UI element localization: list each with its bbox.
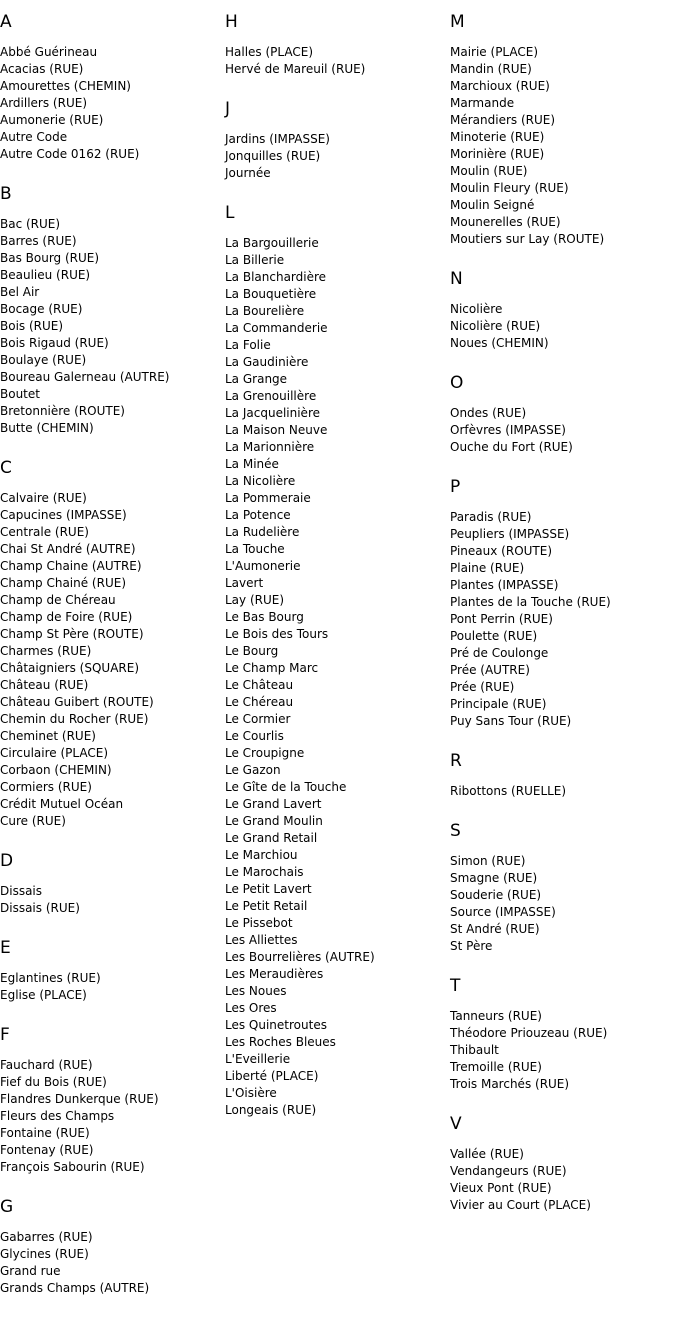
street-link[interactable]: Pineaux (ROUTE) bbox=[450, 544, 553, 558]
street-link[interactable]: Le Croupigne bbox=[225, 746, 305, 760]
street-link[interactable]: Gabarres (RUE) bbox=[0, 1230, 93, 1244]
street-link[interactable]: Smagne (RUE) bbox=[450, 871, 538, 885]
letter-group bbox=[0, 1197, 222, 1297]
street-list bbox=[225, 235, 447, 1119]
letter-heading: B bbox=[0, 184, 12, 204]
street-link[interactable]: Les Ores bbox=[225, 1001, 277, 1015]
street-link[interactable]: Eglise (PLACE) bbox=[0, 988, 87, 1002]
street-link[interactable]: Charmes (RUE) bbox=[0, 644, 92, 658]
letter-group bbox=[450, 821, 672, 955]
street-link[interactable]: Hervé de Mareuil (RUE) bbox=[225, 62, 366, 76]
street-link[interactable]: La Bargouillerie bbox=[225, 236, 319, 250]
street-link[interactable]: Le Grand Lavert bbox=[225, 797, 322, 811]
street-link[interactable]: Noues (CHEMIN) bbox=[450, 336, 549, 350]
street-link[interactable]: Fleurs des Champs bbox=[0, 1109, 115, 1123]
street-link[interactable]: Bois Rigaud (RUE) bbox=[0, 336, 109, 350]
street-link[interactable]: Vivier au Court (PLACE) bbox=[450, 1198, 591, 1212]
letter-heading: A bbox=[0, 12, 12, 32]
street-link[interactable]: Acacias (RUE) bbox=[0, 62, 84, 76]
street-link[interactable]: La Maison Neuve bbox=[225, 423, 328, 437]
street-link[interactable]: Orfèvres (IMPASSE) bbox=[450, 423, 566, 437]
street-link[interactable]: Les Quinetroutes bbox=[225, 1018, 327, 1032]
street-link[interactable]: Glycines (RUE) bbox=[0, 1247, 89, 1261]
street-link[interactable]: La Minée bbox=[225, 457, 279, 471]
street-link[interactable]: Circulaire (PLACE) bbox=[0, 746, 108, 760]
street-link[interactable]: Le Petit Retail bbox=[225, 899, 308, 913]
street-link[interactable]: La Commanderie bbox=[225, 321, 328, 335]
street-link[interactable]: Fief du Bois (RUE) bbox=[0, 1075, 107, 1089]
letter-group bbox=[450, 373, 672, 456]
street-link[interactable]: Puy Sans Tour (RUE) bbox=[450, 714, 572, 728]
street-link[interactable]: Amourettes (CHEMIN) bbox=[0, 79, 131, 93]
street-link[interactable]: Butte (CHEMIN) bbox=[0, 421, 94, 435]
street-link[interactable]: Abbé Guérineau bbox=[0, 45, 98, 59]
street-link[interactable]: Fontaine (RUE) bbox=[0, 1126, 90, 1140]
street-link[interactable]: Crédit Mutuel Océan bbox=[0, 797, 124, 811]
street-link[interactable]: Barres (RUE) bbox=[0, 234, 77, 248]
street-link[interactable]: L'Aumonerie bbox=[225, 559, 301, 573]
letter-group bbox=[225, 203, 447, 1119]
street-link[interactable]: Chai St André (AUTRE) bbox=[0, 542, 136, 556]
street-link[interactable]: Mandin (RUE) bbox=[450, 62, 532, 76]
street-link[interactable]: Trois Marchés (RUE) bbox=[450, 1077, 570, 1091]
street-list bbox=[450, 1146, 672, 1214]
street-list bbox=[0, 216, 222, 437]
street-link[interactable]: Calvaire (RUE) bbox=[0, 491, 87, 505]
street-link[interactable]: L'Oisière bbox=[225, 1086, 277, 1100]
street-link[interactable]: La Blanchardière bbox=[225, 270, 327, 284]
street-list bbox=[450, 509, 672, 730]
letter-group bbox=[225, 99, 447, 182]
street-link[interactable]: Marmande bbox=[450, 96, 515, 110]
street-link[interactable]: Le Grand Retail bbox=[225, 831, 318, 845]
street-link[interactable]: Le Grand Moulin bbox=[225, 814, 323, 828]
street-link[interactable]: Halles (PLACE) bbox=[225, 45, 314, 59]
street-link[interactable]: Peupliers (IMPASSE) bbox=[450, 527, 570, 541]
street-link[interactable]: Bel Air bbox=[0, 285, 40, 299]
street-link[interactable]: La Grange bbox=[225, 372, 288, 386]
letter-group bbox=[0, 938, 222, 1004]
street-link[interactable]: La Jacquelinière bbox=[225, 406, 320, 420]
street-link[interactable]: Le Bourg bbox=[225, 644, 279, 658]
street-link[interactable]: Bac (RUE) bbox=[0, 217, 61, 231]
letter-group bbox=[0, 1025, 222, 1176]
street-link[interactable]: François Sabourin (RUE) bbox=[0, 1160, 145, 1174]
street-link[interactable]: Plaine (RUE) bbox=[450, 561, 525, 575]
street-link[interactable]: Moulin Fleury (RUE) bbox=[450, 181, 569, 195]
street-link[interactable]: La Pommeraie bbox=[225, 491, 311, 505]
street-link[interactable]: La Rudelière bbox=[225, 525, 300, 539]
street-link[interactable]: Les Noues bbox=[225, 984, 287, 998]
street-link[interactable]: Autre Code bbox=[0, 130, 68, 144]
street-link[interactable]: Simon (RUE) bbox=[450, 854, 526, 868]
street-link[interactable]: La Folie bbox=[225, 338, 271, 352]
street-link[interactable]: Capucines (IMPASSE) bbox=[0, 508, 127, 522]
street-list bbox=[225, 131, 447, 182]
letter-heading: S bbox=[450, 821, 461, 841]
street-link[interactable]: Jonquilles (RUE) bbox=[225, 149, 321, 163]
street-link[interactable]: Cormiers (RUE) bbox=[0, 780, 92, 794]
street-link[interactable]: Souderie (RUE) bbox=[450, 888, 542, 902]
letter-heading: F bbox=[0, 1025, 10, 1045]
letter-heading: E bbox=[0, 938, 11, 958]
letter-heading: P bbox=[450, 477, 461, 497]
street-link[interactable]: St André (RUE) bbox=[450, 922, 540, 936]
street-link[interactable]: Le Gazon bbox=[225, 763, 281, 777]
street-link[interactable]: Le Champ Marc bbox=[225, 661, 319, 675]
street-link[interactable]: Fontenay (RUE) bbox=[0, 1143, 94, 1157]
street-link[interactable]: Champ Chaine (AUTRE) bbox=[0, 559, 142, 573]
street-link[interactable]: Centrale (RUE) bbox=[0, 525, 89, 539]
street-link[interactable]: La Billerie bbox=[225, 253, 285, 267]
street-link[interactable]: Le Courlis bbox=[225, 729, 284, 743]
street-link[interactable]: Grands Champs (AUTRE) bbox=[0, 1281, 150, 1295]
street-link[interactable]: Dissais bbox=[0, 884, 43, 898]
street-link[interactable]: La Grenouillère bbox=[225, 389, 317, 403]
street-link[interactable]: Vendangeurs (RUE) bbox=[450, 1164, 567, 1178]
street-index-column bbox=[225, 12, 447, 1140]
street-link[interactable]: Moutiers sur Lay (ROUTE) bbox=[450, 232, 605, 246]
street-link[interactable]: Le Château bbox=[225, 678, 294, 692]
street-link[interactable]: Bas Bourg (RUE) bbox=[0, 251, 100, 265]
street-link[interactable]: La Touche bbox=[225, 542, 285, 556]
letter-group bbox=[0, 12, 222, 163]
street-link[interactable]: Champ de Foire (RUE) bbox=[0, 610, 133, 624]
street-link[interactable]: Champ Chainé (RUE) bbox=[0, 576, 126, 590]
street-link[interactable]: Château (RUE) bbox=[0, 678, 89, 692]
street-link[interactable]: Le Marochais bbox=[225, 865, 304, 879]
street-link[interactable]: Ardillers (RUE) bbox=[0, 96, 87, 110]
street-link[interactable]: Cheminet (RUE) bbox=[0, 729, 96, 743]
street-link[interactable]: Eglantines (RUE) bbox=[0, 971, 101, 985]
letter-heading: D bbox=[0, 851, 14, 871]
street-link[interactable]: Dissais (RUE) bbox=[0, 901, 80, 915]
street-link[interactable]: Flandres Dunkerque (RUE) bbox=[0, 1092, 159, 1106]
letter-heading: G bbox=[0, 1197, 14, 1217]
street-link[interactable]: Vallée (RUE) bbox=[450, 1147, 524, 1161]
street-link[interactable]: La Gaudinière bbox=[225, 355, 309, 369]
street-link[interactable]: Prée (AUTRE) bbox=[450, 663, 530, 677]
letter-group bbox=[450, 269, 672, 352]
letter-group bbox=[0, 184, 222, 437]
letter-heading: C bbox=[0, 458, 12, 478]
street-list bbox=[0, 44, 222, 163]
street-link[interactable]: Moulin Seigné bbox=[450, 198, 535, 212]
street-link[interactable]: Paradis (RUE) bbox=[450, 510, 532, 524]
street-link[interactable]: Mounerelles (RUE) bbox=[450, 215, 561, 229]
letter-heading: V bbox=[450, 1114, 462, 1134]
street-link[interactable]: Bois (RUE) bbox=[0, 319, 64, 333]
street-link[interactable]: Corbaon (CHEMIN) bbox=[0, 763, 112, 777]
street-link[interactable]: Boureau Galerneau (AUTRE) bbox=[0, 370, 170, 384]
street-link[interactable]: Théodore Priouzeau (RUE) bbox=[450, 1026, 608, 1040]
street-link[interactable]: Lay (RUE) bbox=[225, 593, 285, 607]
street-link[interactable]: Pont Perrin (RUE) bbox=[450, 612, 553, 626]
street-link[interactable]: Ribottons (RUELLE) bbox=[450, 784, 567, 798]
street-link[interactable]: Tremoille (RUE) bbox=[450, 1060, 542, 1074]
street-link[interactable]: Chemin du Rocher (RUE) bbox=[0, 712, 149, 726]
street-link[interactable]: Nicolière (RUE) bbox=[450, 319, 541, 333]
letter-heading: H bbox=[225, 12, 238, 32]
street-link[interactable]: Le Marchiou bbox=[225, 848, 298, 862]
street-list bbox=[0, 883, 222, 917]
street-list bbox=[225, 44, 447, 78]
street-index-column bbox=[450, 12, 672, 1235]
letter-group bbox=[450, 751, 672, 800]
street-link[interactable]: Le Bois des Tours bbox=[225, 627, 329, 641]
street-link[interactable]: Mérandiers (RUE) bbox=[450, 113, 556, 127]
street-link[interactable]: Le Bas Bourg bbox=[225, 610, 304, 624]
street-link[interactable]: Boutet bbox=[0, 387, 40, 401]
street-link[interactable]: Jardins (IMPASSE) bbox=[225, 132, 330, 146]
street-link[interactable]: Mairie (PLACE) bbox=[450, 45, 539, 59]
street-link[interactable]: Boulaye (RUE) bbox=[0, 353, 87, 367]
letter-group bbox=[0, 851, 222, 917]
street-link[interactable]: Ouche du Fort (RUE) bbox=[450, 440, 573, 454]
street-link[interactable]: Marchioux (RUE) bbox=[450, 79, 550, 93]
street-link[interactable]: Prée (RUE) bbox=[450, 680, 515, 694]
street-link[interactable]: Lavert bbox=[225, 576, 264, 590]
street-list bbox=[450, 783, 672, 800]
street-link[interactable]: Le Gîte de la Touche bbox=[225, 780, 347, 794]
street-link[interactable]: Les Bourrelières (AUTRE) bbox=[225, 950, 375, 964]
street-link[interactable]: Journée bbox=[225, 166, 271, 180]
letter-heading: J bbox=[225, 99, 231, 119]
street-link[interactable]: Poulette (RUE) bbox=[450, 629, 538, 643]
street-list bbox=[450, 44, 672, 248]
letter-group bbox=[450, 477, 672, 730]
street-link[interactable]: Morinière (RUE) bbox=[450, 147, 545, 161]
street-link[interactable]: La Nicolière bbox=[225, 474, 296, 488]
street-list bbox=[0, 490, 222, 830]
street-link[interactable]: Liberté (PLACE) bbox=[225, 1069, 319, 1083]
street-link[interactable]: Moulin (RUE) bbox=[450, 164, 528, 178]
letter-group bbox=[450, 12, 672, 248]
letter-heading: L bbox=[225, 203, 235, 223]
street-link[interactable]: Thibault bbox=[450, 1043, 499, 1057]
street-link[interactable]: Cure (RUE) bbox=[0, 814, 66, 828]
letter-heading: O bbox=[450, 373, 464, 393]
letter-heading: T bbox=[450, 976, 461, 996]
street-link[interactable]: Le Chéreau bbox=[225, 695, 294, 709]
street-link[interactable]: Source (IMPASSE) bbox=[450, 905, 556, 919]
street-link[interactable]: Le Pissebot bbox=[225, 916, 293, 930]
street-link[interactable]: La Bourelière bbox=[225, 304, 305, 318]
street-link[interactable]: Bocage (RUE) bbox=[0, 302, 83, 316]
street-link[interactable]: Le Cormier bbox=[225, 712, 291, 726]
letter-group bbox=[450, 1114, 672, 1214]
street-link[interactable]: Principale (RUE) bbox=[450, 697, 547, 711]
street-link[interactable]: Minoterie (RUE) bbox=[450, 130, 545, 144]
street-link[interactable]: Plantes (IMPASSE) bbox=[450, 578, 559, 592]
street-link[interactable]: Pré de Coulonge bbox=[450, 646, 549, 660]
street-list bbox=[0, 970, 222, 1004]
letter-group bbox=[450, 976, 672, 1093]
street-link[interactable]: Champ St Père (ROUTE) bbox=[0, 627, 144, 641]
street-list bbox=[450, 853, 672, 955]
street-link[interactable]: L'Eveillerie bbox=[225, 1052, 291, 1066]
street-link[interactable]: La Marionnière bbox=[225, 440, 315, 454]
street-index-column bbox=[0, 12, 222, 1318]
street-list bbox=[450, 301, 672, 352]
street-link[interactable]: La Potence bbox=[225, 508, 291, 522]
street-link[interactable]: Grand rue bbox=[0, 1264, 61, 1278]
letter-heading: R bbox=[450, 751, 462, 771]
letter-heading: M bbox=[450, 12, 465, 32]
street-link[interactable]: Bretonnière (ROUTE) bbox=[0, 404, 125, 418]
street-link[interactable]: Vieux Pont (RUE) bbox=[450, 1181, 552, 1195]
street-link[interactable]: Ondes (RUE) bbox=[450, 406, 527, 420]
street-list bbox=[450, 1008, 672, 1093]
street-link[interactable]: Fauchard (RUE) bbox=[0, 1058, 93, 1072]
letter-group bbox=[0, 458, 222, 830]
street-link[interactable]: Champ de Chéreau bbox=[0, 593, 116, 607]
street-link[interactable]: Longeais (RUE) bbox=[225, 1103, 317, 1117]
street-link[interactable]: Château Guibert (ROUTE) bbox=[0, 695, 154, 709]
street-link[interactable]: Le Petit Lavert bbox=[225, 882, 312, 896]
street-link[interactable]: Plantes de la Touche (RUE) bbox=[450, 595, 611, 609]
street-link[interactable]: Les Meraudières bbox=[225, 967, 324, 981]
letter-heading: N bbox=[450, 269, 463, 289]
street-link[interactable]: La Bouquetière bbox=[225, 287, 317, 301]
street-list bbox=[0, 1229, 222, 1297]
street-link[interactable]: St Père bbox=[450, 939, 493, 953]
street-link[interactable]: Les Alliettes bbox=[225, 933, 298, 947]
street-link[interactable]: Châtaigniers (SQUARE) bbox=[0, 661, 140, 675]
street-list bbox=[450, 405, 672, 456]
street-link[interactable]: Les Roches Bleues bbox=[225, 1035, 336, 1049]
street-link[interactable]: Autre Code 0162 (RUE) bbox=[0, 147, 140, 161]
street-link[interactable]: Aumonerie (RUE) bbox=[0, 113, 104, 127]
street-link[interactable]: Beaulieu (RUE) bbox=[0, 268, 91, 282]
street-list bbox=[0, 1057, 222, 1176]
street-link[interactable]: Nicolière bbox=[450, 302, 503, 316]
letter-group bbox=[225, 12, 447, 78]
street-link[interactable]: Tanneurs (RUE) bbox=[450, 1009, 542, 1023]
